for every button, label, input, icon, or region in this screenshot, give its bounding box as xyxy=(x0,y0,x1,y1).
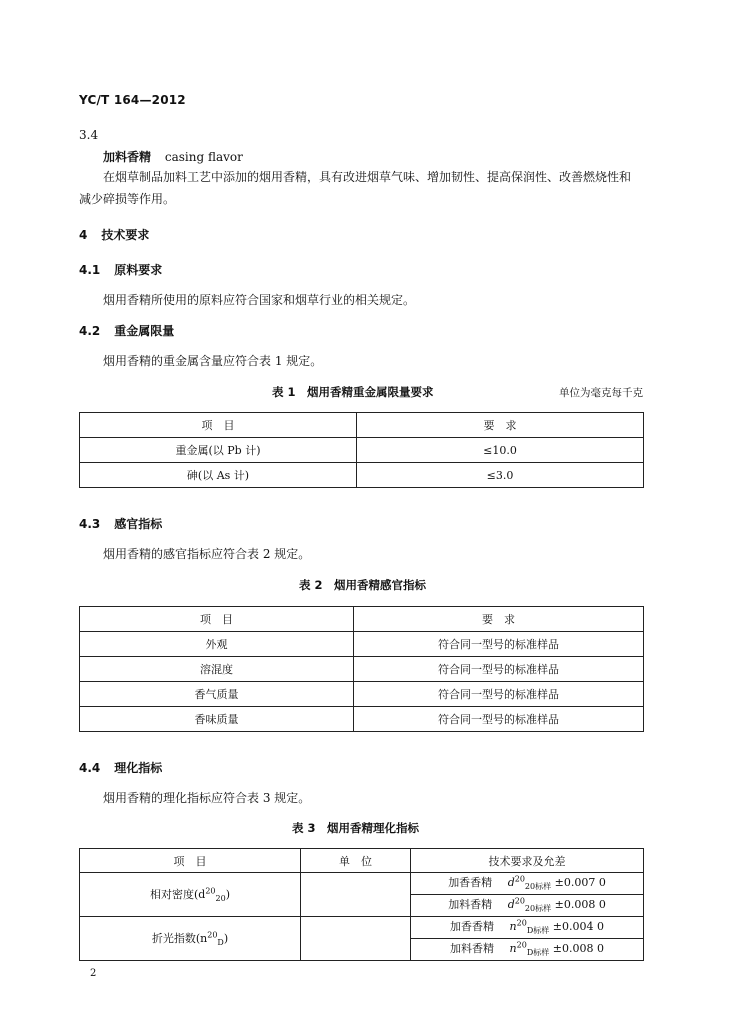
table-row xyxy=(80,463,644,488)
table-header-cell: 单 位 xyxy=(301,849,411,873)
table-header-cell: 技术要求及允差 xyxy=(411,849,644,873)
table-row xyxy=(80,632,644,657)
symbol: d xyxy=(507,876,515,890)
table-1-unit-note: 单位为毫克每千克 xyxy=(559,387,643,399)
table-header-cell: 项 目 xyxy=(80,607,354,632)
table-header-cell: 要 求 xyxy=(357,413,644,438)
tolerance-value: ±0.008 0 xyxy=(552,942,604,956)
section-number: 4.4 xyxy=(79,761,101,775)
table-cell: ≤3.0 xyxy=(357,463,644,488)
table-cell-unit xyxy=(301,873,411,917)
table-cell: ≤10.0 xyxy=(357,438,644,463)
table-cell-requirement xyxy=(411,895,644,917)
term-zh: 加料香精 xyxy=(103,150,152,164)
symbol-sub: 20标样 xyxy=(524,904,552,914)
term-title xyxy=(103,150,243,164)
table-cell-requirement xyxy=(411,917,644,939)
symbol-sub: D标样 xyxy=(526,948,550,958)
flavor-type: 加香香精 xyxy=(448,876,493,890)
tolerance-value: ±0.007 0 xyxy=(554,876,606,890)
table-cell: 香味质量 xyxy=(80,707,354,732)
symbol: d xyxy=(507,898,515,912)
section-heading-4 xyxy=(79,228,149,242)
section-title: 感官指标 xyxy=(114,517,163,531)
symbol-sub: 20标样 xyxy=(524,882,552,892)
item-sub: 20 xyxy=(215,894,226,904)
item-sup: 20 xyxy=(205,886,216,896)
table-header-row xyxy=(80,413,644,438)
page-number: 2 xyxy=(90,968,97,979)
paragraph-4-2: 烟用香精的重金属含量应符合表 1 规定。 xyxy=(103,354,323,368)
term-en: casing flavor xyxy=(164,150,243,164)
symbol-sup: 20 xyxy=(516,918,527,928)
section-number: 4 xyxy=(79,228,88,242)
table-header-cell: 项 目 xyxy=(80,849,301,873)
table-cell-refractive-index xyxy=(80,917,301,961)
table-row xyxy=(80,873,644,895)
item-end: ) xyxy=(225,887,230,901)
tolerance-value: ±0.004 0 xyxy=(552,920,604,934)
section-number: 4.3 xyxy=(79,517,101,531)
section-title: 技术要求 xyxy=(101,228,150,242)
table-cell: 符合同一型号的标准样品 xyxy=(354,707,644,732)
section-title: 理化指标 xyxy=(114,761,163,775)
symbol: n xyxy=(509,920,517,934)
symbol-sub: D标样 xyxy=(526,926,550,936)
section-title: 原料要求 xyxy=(114,263,163,277)
table-cell: 砷(以 As 计) xyxy=(80,463,357,488)
table-row xyxy=(80,682,644,707)
table-cell-requirement xyxy=(411,939,644,961)
symbol-sup: 20 xyxy=(514,896,525,906)
table-1 xyxy=(79,412,644,488)
section-heading-4-2 xyxy=(79,324,174,338)
flavor-type: 加料香精 xyxy=(448,898,493,912)
table-cell-requirement xyxy=(411,873,644,895)
item-text: 折光指数(n xyxy=(151,931,208,945)
table-row xyxy=(80,438,644,463)
table-header-row xyxy=(80,607,644,632)
paragraph-4-4: 烟用香精的理化指标应符合表 3 规定。 xyxy=(103,791,311,805)
flavor-type: 加香香精 xyxy=(450,920,495,934)
symbol: n xyxy=(509,942,517,956)
symbol-sup: 20 xyxy=(516,940,527,950)
section-number: 4.2 xyxy=(79,324,101,338)
flavor-type: 加料香精 xyxy=(450,942,495,956)
table-header-cell: 要 求 xyxy=(354,607,644,632)
table-cell: 香气质量 xyxy=(80,682,354,707)
table-2-caption: 表 2 烟用香精感官指标 xyxy=(299,578,427,592)
table-cell: 符合同一型号的标准样品 xyxy=(354,632,644,657)
paragraph-4-3: 烟用香精的感官指标应符合表 2 规定。 xyxy=(103,547,311,561)
section-heading-4-1 xyxy=(79,263,162,277)
definition-line-1: 在烟草制品加料工艺中添加的烟用香精，具有改进烟草气味、增加韧性、提高保润性、改善燃烧性和 xyxy=(103,170,632,184)
paragraph-4-1: 烟用香精所使用的原料应符合国家和烟草行业的相关规定。 xyxy=(103,293,416,307)
definition-line-2: 减少碎损等作用。 xyxy=(79,192,176,206)
table-row xyxy=(80,707,644,732)
table-cell: 溶混度 xyxy=(80,657,354,682)
table-row xyxy=(80,917,644,939)
tolerance-value: ±0.008 0 xyxy=(554,898,606,912)
table-cell: 重金属(以 Pb 计) xyxy=(80,438,357,463)
table-cell-relative-density xyxy=(80,873,301,917)
table-cell-unit xyxy=(301,917,411,961)
item-end: ) xyxy=(223,931,229,945)
table-row xyxy=(80,657,644,682)
section-heading-4-4 xyxy=(79,761,162,775)
table-2 xyxy=(79,606,644,732)
table-1-caption: 表 1 烟用香精重金属限量要求 xyxy=(272,385,434,399)
table-header-cell: 项 目 xyxy=(80,413,357,438)
item-sup: 20 xyxy=(207,930,218,940)
table-cell: 外观 xyxy=(80,632,354,657)
table-3 xyxy=(79,848,644,961)
table-cell: 符合同一型号的标准样品 xyxy=(354,682,644,707)
document-code: YC/T 164—2012 xyxy=(79,93,186,107)
section-title: 重金属限量 xyxy=(114,324,175,338)
section-heading-4-3 xyxy=(79,517,162,531)
table-header-row xyxy=(80,849,644,873)
table-3-caption: 表 3 烟用香精理化指标 xyxy=(292,821,420,835)
section-number: 4.1 xyxy=(79,263,101,277)
item-sub: D xyxy=(217,938,224,948)
section-number-3-4: 3.4 xyxy=(79,128,99,142)
table-cell: 符合同一型号的标准样品 xyxy=(354,657,644,682)
symbol-sup: 20 xyxy=(514,874,525,884)
item-text: 相对密度(d xyxy=(149,887,206,901)
